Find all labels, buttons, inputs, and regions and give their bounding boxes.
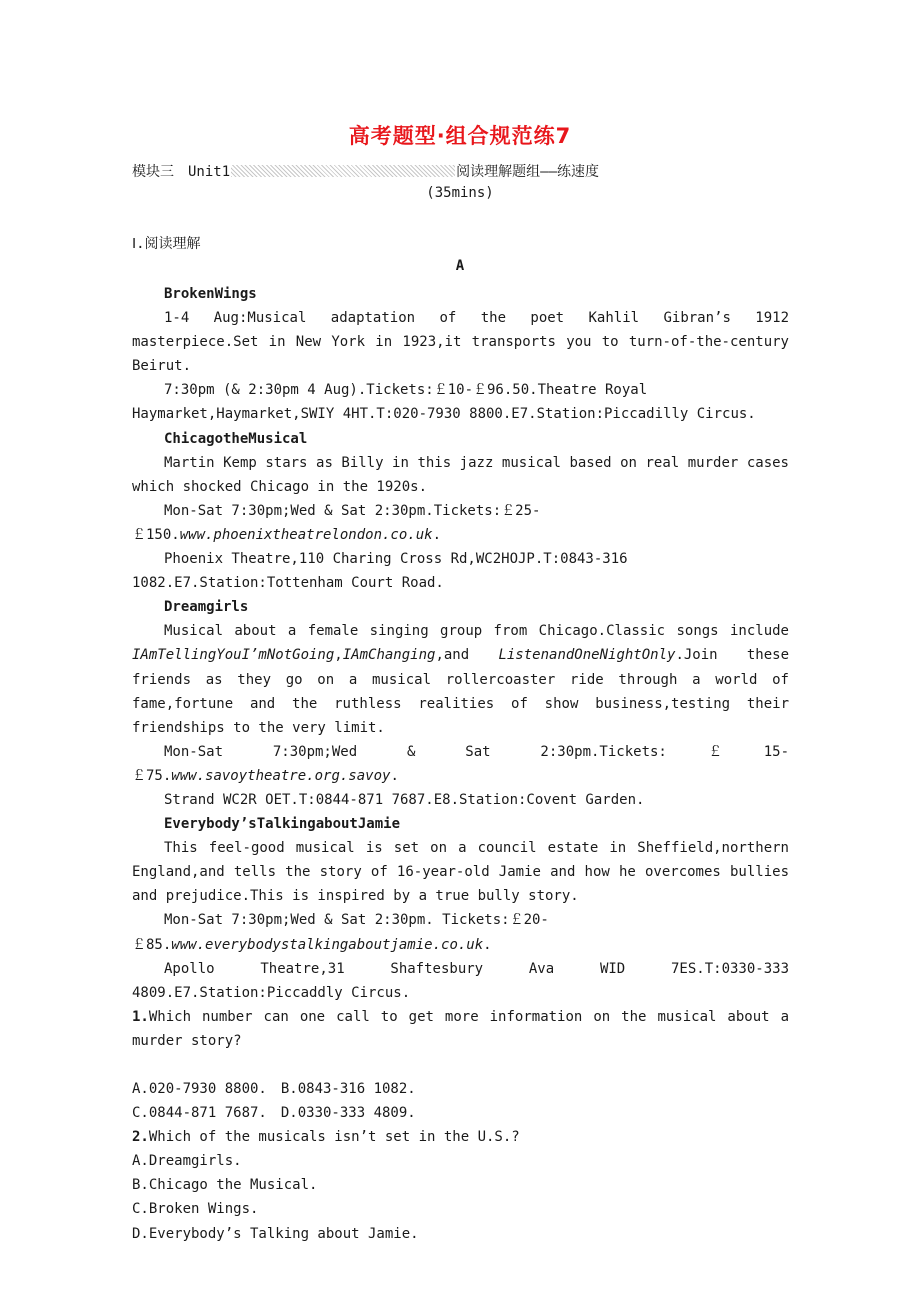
musical-info xyxy=(132,740,789,788)
question-stem xyxy=(132,1005,789,1053)
module-line xyxy=(132,161,599,181)
description-text: Musical about a female singing group from Chicago.Classic songs include xyxy=(164,623,789,640)
hatched-placeholder xyxy=(231,165,455,177)
musical-info: Haymarket,Haymarket,SWIY 4HT.T:020-7930 8800.E7.Station:Piccadilly Circus. xyxy=(132,406,756,423)
question-text: Which of the musicals isn’t set in the U.S.? xyxy=(148,1129,520,1146)
song-title: IAmTellingYouI’mNotGoing xyxy=(132,647,335,664)
part-heading: Ⅰ.阅读理解 xyxy=(132,236,201,252)
musical-info: Apollo Theatre,31 Shaftesbury Ava WID 7ES.T:0330-333 4809.E7.Station:Piccaddly Circus. xyxy=(132,960,789,1001)
punctuation: , xyxy=(334,647,343,664)
ticket-price: ￡150. xyxy=(132,526,180,543)
answer-options: A.020-7930 8800. B.0843-316 1082. xyxy=(132,1081,416,1097)
musical-description xyxy=(132,619,789,739)
musical-info: Strand WC2R OET.T:0844-871 7687.E8.Station:Covent Garden. xyxy=(164,791,645,808)
musical-description: This feel-good musical is set on a council estate in Sheffield,northern England,and tells the story of 16-year-old Jamie and how he overcomes bullies and prejudice.This is inspired by a true bully story. xyxy=(132,840,789,905)
musical-info: Phoenix Theatre,110 Charing Cross Rd,WC2HOJP.T:0843-316 xyxy=(164,551,628,568)
question-stem xyxy=(132,1125,789,1149)
musical-info xyxy=(132,933,789,957)
song-title: ListenandOneNightOnly xyxy=(498,647,676,664)
document-title: 高考题型·组合规范练7 xyxy=(348,124,572,148)
musical-info: Mon-Sat 7:30pm;Wed & Sat 2:30pm. Tickets:￡20- xyxy=(164,912,549,929)
spacer xyxy=(132,1053,789,1077)
question-number: 1. xyxy=(132,1008,149,1025)
passage-label: A xyxy=(455,258,465,274)
punctuation: . xyxy=(483,936,492,953)
description-text: .Join these friends as they go on a musical rollercoaster ride through a world of fame,fortune and the ruthless realities of show business,testing their friendships to the very limit. xyxy=(132,647,789,736)
musical-info: 7:30pm (& 2:30pm 4 Aug).Tickets:￡10-￡96.50.Theatre Royal xyxy=(164,382,648,399)
musical-description: Martin Kemp stars as Billy in this jazz musical based on real murder cases which shocked Chicago in the 1920s. xyxy=(132,454,789,495)
ticket-info: Mon-Sat 7:30pm;Wed & Sat 2:30pm.Tickets:￡15-￡75. xyxy=(132,743,789,784)
song-title: IAmChanging xyxy=(342,647,436,664)
musical-title: Dreamgirls xyxy=(164,599,249,616)
musical-title: BrokenWings xyxy=(164,286,257,302)
musical-info: Mon-Sat 7:30pm;Wed & Sat 2:30pm.Tickets:￡25- xyxy=(164,502,541,519)
musical-info xyxy=(132,523,789,547)
website-link[interactable]: www.phoenixtheatrelondon.co.uk xyxy=(179,526,433,543)
punctuation: ,and xyxy=(435,647,499,664)
answer-option: C.Broken Wings. xyxy=(132,1201,259,1218)
answer-option: D.Everybody’s Talking about Jamie. xyxy=(132,1225,419,1242)
musical-title: ChicagotheMusical xyxy=(164,430,308,447)
musical-info: 1082.E7.Station:Tottenham Court Road. xyxy=(132,575,444,592)
punctuation: . xyxy=(432,526,442,543)
answer-option: B.Chicago the Musical. xyxy=(132,1177,318,1194)
answer-option: A.Dreamgirls. xyxy=(132,1153,242,1170)
module-label: 模块三 Unit1 xyxy=(132,164,231,180)
musical-description: 1-4 Aug:Musical adaptation of the poet Kahlil Gibran’s 1912 masterpiece.Set in New York in 1923,it transports you to turn-of-the-century Beirut. xyxy=(132,310,789,375)
question-text: Which number can one call to get more information on the musical about a murder story? xyxy=(132,1008,789,1049)
passage-body xyxy=(132,282,789,1246)
time-limit: (35mins) xyxy=(426,185,494,201)
musical-title: Everybody’sTalkingaboutJamie xyxy=(164,816,401,833)
question-number: 2. xyxy=(132,1129,149,1146)
ticket-price: ￡85. xyxy=(132,936,172,953)
website-link[interactable]: www.savoytheatre.org.savoy xyxy=(171,767,391,784)
section-label: 阅读理解题组——练速度 xyxy=(456,164,600,180)
website-link[interactable]: www.everybodystalkingaboutjamie.co.uk xyxy=(171,936,484,953)
answer-options: C.0844-871 7687. D.0330-333 4809. xyxy=(132,1105,416,1122)
punctuation: . xyxy=(390,767,399,784)
